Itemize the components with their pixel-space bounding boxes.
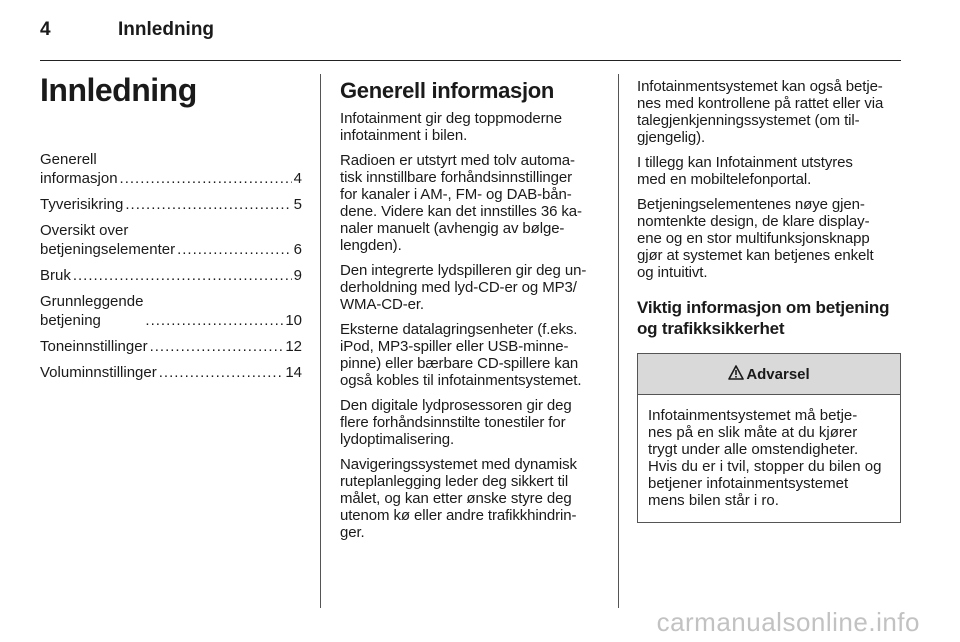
toc-entry-page: 10: [285, 312, 302, 329]
toc-entry-page: 4: [293, 170, 302, 187]
paragraph: Infotainment gir deg toppmoderne infotainment i bilen.: [340, 110, 562, 144]
column-divider-2: [618, 74, 619, 608]
toc-column: [40, 70, 302, 389]
paragraph: Radioen er utstyrt med tolv automa- tisk innstillbare forhåndsinnstillinger for kanaler i AM-, FM- og DAB-bån- dene. Videre kan det innstilles 36 ka- naler manuelt (avhengig av bølge- lengden).: [340, 152, 582, 254]
warning-triangle-icon: [728, 365, 744, 384]
toc-entry-page: 12: [285, 338, 302, 355]
page-number: 4: [40, 19, 51, 40]
toc-entry-label: Bruk: [40, 267, 71, 284]
toc-entry-label: Tyverisikring: [40, 196, 124, 213]
toc-dot-leader: [125, 195, 291, 214]
paragraph: Infotainmentsystemet kan også betje- nes med kontrollene på rattet eller via talegjenkjenningssystemet (om til- gjengelig).: [637, 78, 884, 146]
paragraph: I tillegg kan Infotainment utstyres med en mobiltelefonportal.: [637, 154, 853, 188]
header-rule: [40, 60, 901, 61]
watermark: carmanualsonline.info: [656, 607, 920, 637]
toc-entry[interactable]: [40, 337, 302, 356]
toc-dot-leader: [150, 337, 284, 356]
toc-entry-page: 9: [293, 267, 302, 284]
toc-dot-leader: [120, 169, 292, 188]
toc-entry[interactable]: [40, 221, 302, 259]
toc-entry[interactable]: [40, 150, 302, 188]
warning-title: Advarsel: [746, 365, 810, 383]
subsection-title: Viktig informasjon om betjening og trafikksikkerhet: [637, 298, 890, 338]
toc-entry-label: Grunnleggende betjening: [40, 293, 144, 329]
toc-entry-label: Generell informasjon: [40, 151, 118, 187]
warning-header: [638, 354, 900, 395]
toc-entry[interactable]: [40, 292, 302, 330]
content-column-1: [340, 78, 606, 549]
toc-entry[interactable]: [40, 363, 302, 382]
paragraph: Navigeringssystemet med dynamisk ruteplanlegging leder deg sikkert til målet, og kan etter ønske styre deg utenom kø eller andre trafikkhindrin- ger.: [340, 456, 577, 541]
toc-entry-page: 6: [293, 241, 302, 258]
paragraph: Betjeningselementenes nøye gjen- nomtenkte design, de klare display- ene og en stor multifunksjonsknapp gjør at systemet kan betjenes enkelt og intuitivt.: [637, 196, 874, 281]
toc-entry-page: 5: [293, 196, 302, 213]
column-divider-1: [320, 74, 321, 608]
paragraph: Eksterne datalagringsenheter (f.eks. iPod, MP3-spiller eller USB-minne- pinne) eller bærbare CD-spillere kan også kobles til infotainmentsystemet.: [340, 321, 582, 389]
toc-dot-leader: [159, 363, 284, 382]
section-title: Generell informasjon: [340, 78, 555, 103]
running-header-chapter: Innledning: [118, 19, 215, 40]
table-of-contents: [40, 150, 302, 382]
toc-entry[interactable]: [40, 195, 302, 214]
toc-dot-leader: [177, 240, 292, 259]
toc-entry-page: 14: [285, 364, 302, 381]
toc-entry[interactable]: [40, 266, 302, 285]
toc-dot-leader: [73, 266, 292, 285]
paragraph: Den integrerte lydspilleren gir deg un- derholdning med lyd-CD-er og MP3/ WMA-CD-er.: [340, 262, 587, 313]
toc-dot-leader: [145, 311, 283, 330]
warning-box: [637, 353, 901, 523]
toc-entry-label: Voluminnstillinger: [40, 364, 157, 381]
content-column-2: [637, 78, 901, 523]
warning-body: Infotainmentsystemet må betje- nes på en slik måte at du kjører trygt under alle omstendigheter. Hvis du er i tvil, stopper du bilen og betjener infotainmentsystemet mens bilen står i ro.: [648, 407, 882, 509]
paragraph: Den digitale lydprosessoren gir deg flere forhåndsinnstilte tonestiler for lydoptimalisering.: [340, 397, 572, 448]
chapter-title: Innledning: [40, 72, 197, 108]
toc-entry-label: Oversikt over betjeningselementer: [40, 222, 176, 258]
toc-entry-label: Toneinnstillinger: [40, 338, 148, 355]
